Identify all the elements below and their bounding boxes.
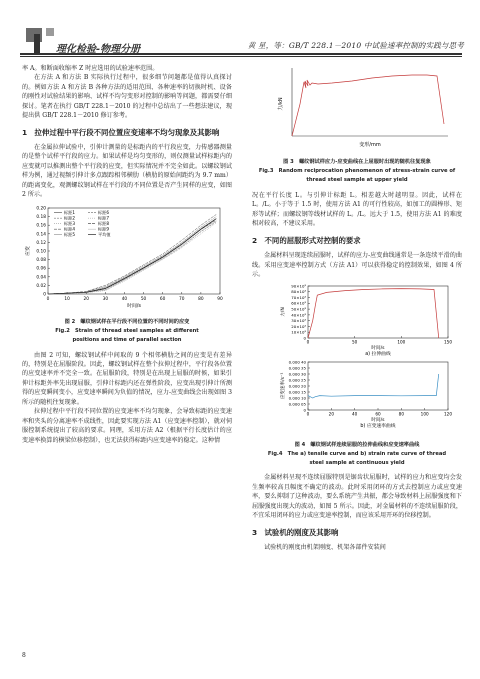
fig4b-ytick-label: 0.000 20 bbox=[288, 383, 306, 389]
fig2-xtick-label: 10 bbox=[64, 296, 70, 302]
fig2-ytick-label: 0.18 bbox=[36, 214, 46, 220]
fig4b-plot-frame bbox=[308, 362, 448, 410]
fig4a-ytick-label: 0 bbox=[303, 335, 306, 341]
fig4a-xtick-label: 150 bbox=[444, 339, 452, 345]
fig3-caption-cn: 图 3 螺纹钢试样应力-应变曲线在上屈服时出现的随机往复现象 bbox=[283, 159, 431, 166]
fig3-caption-en1: Fig.3 Random reciprocation phenomenon of stress-strain curve of bbox=[258, 168, 456, 175]
fig4b-xtick-label: 40 bbox=[351, 411, 358, 417]
fig4a-ytick-label: 60×10³ bbox=[291, 301, 306, 307]
fig2-ylabel: 应变 bbox=[26, 245, 31, 256]
paragraph: 在方法 A 和方法 B 实际执行过程中，很多细节问题都是值得认真探讨的。例如方法 A 和方法 B 各种方法的适用范围、各种速率的切换时机、设备的刚性对试验结果的影响、试样不均匀变形对控制的影响等问题，都需要仔细探讨。笔者在执行 GB/T 228.1－2010 的过程中总结出了一些想法建议，现提出供 GB/T 228.1－2010 修订参考。 bbox=[22, 74, 232, 120]
running-title: 黄 星，等：GB/T 228.1－2010 中试验速率控制的实践与思考 bbox=[247, 41, 464, 50]
fig2-ytick-label: 0.10 bbox=[36, 249, 46, 255]
paragraph: 由图 2 可知，螺纹钢试样中间取的 9 个相邻横肋之间的应变是有差异的，特别是在屈服阶段。因此，螺纹钢试样在整个拉伸过程中，平行段各位置的应变速率并不完全一致。在屈服阶段，特别是在出现上屈服的时候，如果引伸计标距外率先出现屈服，引伸计标距内还在弹性阶段，应变出现引伸计所测得的应变瞬间变小，应变速率瞬间为负值的情况，应力-应变曲线会出现如图 3 所示的随机往复现象。 bbox=[22, 351, 232, 406]
fig2-ytick-label: 0.06 bbox=[36, 266, 46, 272]
fig2-xtick-label: 60 bbox=[159, 296, 166, 302]
fig2-legend-label: 标距7 bbox=[98, 215, 110, 221]
fig3-caption-en2: thread steel sample at upper yield bbox=[306, 177, 408, 184]
fig4b-ytick-label: 0.000 15 bbox=[288, 389, 306, 395]
fig2-xtick-label: 40 bbox=[121, 296, 128, 302]
fig4b-ylabel: 应变速率/s⁻¹ bbox=[281, 373, 286, 400]
fig4-caption-cn: 图 4 螺纹钢试样连续屈服的拉伸曲线和应变速率曲线 bbox=[294, 441, 420, 448]
fig4a-ytick-label: 50×10³ bbox=[291, 306, 306, 312]
fig2-legend-label: 平均值 bbox=[98, 231, 111, 237]
fig2-ytick-label: 0.12 bbox=[36, 240, 46, 246]
header-rule-thin bbox=[20, 56, 462, 57]
page-number: 8 bbox=[22, 652, 26, 659]
fig4b-ytick-label: 0 bbox=[303, 407, 306, 413]
fig2-ytick-label: 0.04 bbox=[36, 274, 46, 280]
fig3-ylabel: 力/kN bbox=[278, 97, 284, 111]
fig4a-sublabel: a) 拉伸曲线 bbox=[365, 352, 391, 358]
fig3-chart bbox=[252, 64, 462, 152]
fig4b-ytick-label: 0.000 40 bbox=[288, 359, 306, 365]
fig2-legend-label: 标距6 bbox=[98, 209, 110, 215]
fig2-ytick-label: 0.02 bbox=[36, 283, 46, 289]
fig2-caption-cn: 图 2 螺纹钢试样在平行段不同位置的不同时间的应变 bbox=[64, 319, 190, 326]
fig4a-ytick-label: 40×10³ bbox=[291, 312, 306, 318]
fig2-xtick-label: 20 bbox=[83, 296, 89, 302]
fig2-ytick-label: 0.08 bbox=[36, 257, 46, 263]
fig4b-xtick-label: 120 bbox=[444, 411, 452, 417]
fig4b-xtick-label: 100 bbox=[420, 411, 429, 417]
paragraph: 金属材料呈现不连续屈服特别是锯齿状屈服时，试样的应力和应变均会发生频率较高且幅度不确定的波动。此时采用闭环的方式去控制应力或应变速率，要么抑制了这种波动，要么系统产生共振，都会导致材料上屈服强度和下屈服强度出现大的波动，如图 5 所示。因此，对金属材料的不连续屈服阶段，不宜采用闭环的应力或应变速率控制，而应该采用开环的位移控制。 bbox=[252, 474, 462, 520]
fig2-ytick-label: 0.16 bbox=[36, 223, 46, 229]
fig2-legend-label: 标距5 bbox=[64, 231, 76, 237]
fig4a-ytick-label: 80×10³ bbox=[291, 289, 306, 295]
left-column bbox=[22, 64, 232, 445]
fig4a-ytick-label: 30×10³ bbox=[291, 318, 306, 324]
fig2-xtick-label: 0 bbox=[46, 296, 50, 302]
fig2-xlabel: 时间/s bbox=[127, 303, 141, 309]
fig4b-ytick-label: 0.000 10 bbox=[288, 395, 306, 401]
fig2-chart bbox=[22, 204, 232, 312]
fig2-xtick-label: 30 bbox=[102, 296, 109, 302]
fig3-curve bbox=[292, 75, 444, 136]
fig4-chart bbox=[252, 282, 462, 434]
fig4b-xlabel: 时间/s bbox=[371, 418, 385, 424]
paragraph: 金属材料呈现连续屈服时，试样的应力-应变曲线通常是一条连续平滑的曲线。采用应变速率控制方式（方法 A1）可以获得稳定的控制效果，如图 4 所示。 bbox=[252, 252, 462, 278]
section-heading: 1 拉伸过程中平行段不同位置应变速率不均匀现象及其影响 bbox=[22, 127, 220, 137]
fig2-caption-en2: positions and time of parallel section bbox=[72, 336, 182, 343]
fig2-caption-en1: Fig.2 Strain of thread steel samples at different bbox=[55, 327, 199, 334]
fig4-caption-en2: steel sample at continuous yield bbox=[309, 459, 405, 466]
fig4a-ylabel: 力/N bbox=[281, 307, 286, 318]
fig4b-xtick-label: 60 bbox=[375, 411, 381, 417]
fig4b-ytick-label: 0.000 30 bbox=[288, 371, 306, 377]
fig4a-ytick-label: 20×10³ bbox=[291, 324, 306, 330]
section-heading: 3 试验机的刚度及其影响 bbox=[252, 527, 339, 537]
fig4a-series-line bbox=[308, 289, 439, 338]
paragraph: 试验机的刚度由机架刚度、机架各部件安装间 bbox=[264, 543, 386, 551]
fig2-ytick-label: 0.14 bbox=[36, 231, 46, 237]
fig4-caption-en1: Fig.4 The a) tensile curve and b) strain rate curve of thread bbox=[267, 450, 447, 457]
fig4a-ytick-label: 90×10³ bbox=[291, 283, 306, 289]
paragraph: 况在平行长度 L。与引伸计标距 L。相差越大时越明显。因此，试样在 L。/L。小于等于 1.5 时，使用方法 A1 的可行性较高，如加工的圆棒形、矩形等试样；而螺纹钢等线材试样的 L。/L。远大于 1.5，使用方法 A1 的难度相对较高，不建议采用。 bbox=[252, 191, 462, 228]
fig4b-xtick-label: 80 bbox=[398, 411, 405, 417]
fig4b-ytick-label: 0.000 05 bbox=[288, 401, 306, 407]
paragraph: 率 A。和断面收缩率 Z 时应选用的试验速率范围。 bbox=[22, 65, 159, 72]
right-column bbox=[252, 64, 462, 552]
fig2-legend-label: 标距1 bbox=[64, 209, 76, 215]
fig4a-xtick-label: 100 bbox=[397, 339, 406, 345]
journal-logo-text: 理化检验-物理分册 bbox=[56, 44, 141, 55]
fig4a-ytick-label: 10×10³ bbox=[291, 330, 306, 336]
header-rule bbox=[20, 53, 462, 55]
paragraph: 拉伸过程中平行段不同位置的应变速率不均匀现象，会导致标距的应变速率和夹头的分离速率不成线性，因此要实现方法 A1（应变速率控制），就对伺服控制系统提出了较高的要求。同理，采用方法 A2（根据平行长度估计的应变速率换算的横梁位移控制），也无法获得标距内应变速率的稳定。这种情 bbox=[22, 408, 232, 444]
figure-4 bbox=[252, 282, 462, 467]
fig4a-xlabel: 时间/s bbox=[371, 346, 385, 352]
fig2-xtick-label: 90 bbox=[217, 296, 223, 302]
fig2-ytick-label: 0 bbox=[43, 292, 46, 298]
fig4b-ytick-label: 0.000 25 bbox=[288, 377, 306, 383]
fig2-legend-label: 标距3 bbox=[64, 220, 76, 226]
fig4b-xtick-label: 0 bbox=[306, 411, 310, 417]
fig4b-series-line bbox=[308, 374, 439, 398]
journal-logo bbox=[22, 26, 172, 56]
fig2-legend-label: 标距8 bbox=[98, 220, 110, 226]
fig4a-plot-frame bbox=[308, 286, 448, 338]
fig2-ytick-label: 0.20 bbox=[36, 206, 46, 212]
fig2-legend-label: 标距2 bbox=[64, 215, 76, 221]
section-heading: 2 不同的屈服形式对控制的要求 bbox=[252, 235, 361, 245]
paragraph: 在金属拉伸试验中，引伸计测量的是标距内的平行段应变，力传感器测量的是整个试样平行段的应力。如果试样是均匀变形的，则仅测量试样标距内的应变就可以推测出整个平行段的应变，但实际情况并不完全如此。以螺纹钢试样为例，通过视频引伸计多点跟踪相邻横肋（横肋的原始间距约为 9.7 mm）的距离变化，观测螺纹钢试样在平行段的不同位置是否产生同样的应变，如图 2 所示。 bbox=[22, 143, 232, 199]
fig2-legend-label: 标距4 bbox=[64, 226, 76, 232]
fig4a-xtick-label: 0 bbox=[306, 339, 310, 345]
fig4a-xtick-label: 50 bbox=[351, 339, 358, 345]
fig4b-xtick-label: 20 bbox=[328, 411, 335, 417]
fig2-xtick-label: 70 bbox=[179, 296, 185, 302]
figure-2 bbox=[22, 204, 232, 345]
fig4a-ytick-label: 70×10³ bbox=[291, 295, 306, 301]
fig2-xtick-label: 80 bbox=[198, 296, 204, 302]
fig4b-ytick-label: 0.000 35 bbox=[288, 365, 306, 371]
fig3-xlabel: 变形/mm bbox=[359, 142, 381, 148]
fig2-xtick-label: 50 bbox=[140, 296, 147, 302]
fig4b-sublabel: b) 应变速率曲线 bbox=[360, 424, 396, 430]
fig2-legend-label: 标距9 bbox=[98, 226, 110, 232]
figure-3 bbox=[252, 64, 462, 185]
